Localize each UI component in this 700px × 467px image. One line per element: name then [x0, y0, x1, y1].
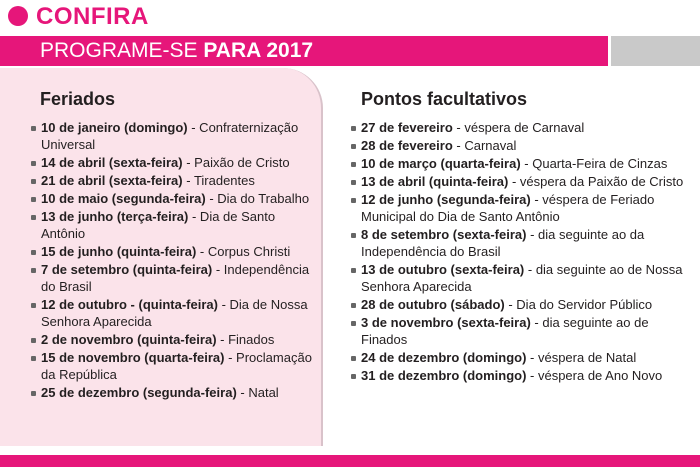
item-description: - véspera de Natal — [526, 350, 637, 365]
item-date: 3 de novembro (sexta-feira) — [361, 315, 531, 330]
item-description: - Proclamação da República — [41, 350, 312, 382]
feriados-list — [30, 119, 320, 402]
list-item — [30, 349, 320, 383]
list-item — [30, 190, 320, 207]
list-item — [30, 208, 320, 242]
list-item — [350, 349, 695, 366]
item-date: 12 de outubro - (quinta-feira) — [41, 297, 218, 312]
list-item — [350, 314, 695, 348]
item-date: 12 de junho (segunda-feira) — [361, 192, 531, 207]
list-item — [350, 137, 695, 154]
banner — [0, 36, 700, 66]
item-description: - Corpus Christi — [196, 244, 291, 259]
list-item — [30, 172, 320, 189]
banner-title — [40, 39, 313, 63]
list-item — [350, 367, 695, 384]
list-item — [30, 243, 320, 260]
item-description: - Dia de Santo Antônio — [41, 209, 276, 241]
item-date: 10 de maio (segunda-feira) — [41, 191, 206, 206]
item-description: - Confraternização Universal — [41, 120, 299, 152]
item-description: - Independência do Brasil — [41, 262, 310, 294]
item-description: - véspera da Paixão de Cristo — [508, 174, 684, 189]
item-description: - Carnaval — [452, 138, 517, 153]
feriados-title: Feriados — [40, 89, 116, 109]
item-date: 15 de novembro (quarta-feira) — [41, 350, 225, 365]
pontos-list — [350, 119, 695, 385]
item-date: 27 de fevereiro — [361, 120, 453, 135]
banner-title-light: PROGRAME-SE — [40, 39, 204, 62]
item-description: - dia seguinte ao de Finados — [361, 315, 649, 347]
item-date: 10 de janeiro (domingo) — [41, 120, 188, 135]
list-item — [350, 119, 695, 136]
footer-bar — [0, 455, 700, 467]
item-date: 14 de abril (sexta-feira) — [41, 155, 183, 170]
item-date: 2 de novembro (quinta-feira) — [41, 332, 217, 347]
pontos-title: Pontos facultativos — [361, 89, 528, 109]
item-description: - véspera de Feriado Municipal do Dia de Santo Antônio — [361, 192, 655, 224]
header — [0, 0, 700, 36]
list-item — [30, 384, 320, 401]
list-item — [30, 119, 320, 153]
item-date: 28 de outubro (sábado) — [361, 297, 505, 312]
item-description: - Tiradentes — [182, 173, 255, 188]
item-date: 21 de abril (sexta-feira) — [41, 173, 183, 188]
item-date: 13 de outubro (sexta-feira) — [361, 262, 525, 277]
item-description: - Natal — [236, 385, 279, 400]
item-description: - dia seguinte ao da Independência do Brasil — [361, 227, 645, 259]
list-item — [350, 173, 695, 190]
item-description: - véspera de Ano Novo — [526, 368, 663, 383]
item-description: - Dia de Nossa Senhora Aparecida — [41, 297, 308, 329]
list-item — [350, 155, 695, 172]
bullet-dot-icon — [8, 6, 28, 26]
list-item — [350, 226, 695, 260]
item-description: - dia seguinte ao de Nossa Senhora Aparecida — [361, 262, 683, 294]
banner-gray-tab — [611, 36, 700, 66]
item-date: 24 de dezembro (domingo) — [361, 350, 527, 365]
item-description: - Finados — [216, 332, 275, 347]
item-description: - Dia do Servidor Público — [504, 297, 653, 312]
list-item — [30, 331, 320, 348]
item-date: 15 de junho (quinta-feira) — [41, 244, 197, 259]
item-date: 13 de abril (quinta-feira) — [361, 174, 509, 189]
item-date: 31 de dezembro (domingo) — [361, 368, 527, 383]
header-title: CONFIRA — [36, 3, 149, 30]
list-item — [350, 191, 695, 225]
banner-title-bold: PARA 2017 — [203, 39, 314, 62]
list-item — [30, 154, 320, 171]
item-description: - Dia do Trabalho — [205, 191, 310, 206]
item-description: - Quarta-Feira de Cinzas — [520, 156, 668, 171]
list-item — [350, 261, 695, 295]
list-item — [30, 296, 320, 330]
item-date: 25 de dezembro (segunda-feira) — [41, 385, 237, 400]
item-date: 10 de março (quarta-feira) — [361, 156, 521, 171]
item-date: 28 de fevereiro — [361, 138, 453, 153]
item-description: - véspera de Carnaval — [452, 120, 585, 135]
item-description: - Paixão de Cristo — [182, 155, 290, 170]
item-date: 13 de junho (terça-feira) — [41, 209, 189, 224]
list-item — [350, 296, 695, 313]
item-date: 7 de setembro (quinta-feira) — [41, 262, 213, 277]
item-date: 8 de setembro (sexta-feira) — [361, 227, 527, 242]
list-item — [30, 261, 320, 295]
